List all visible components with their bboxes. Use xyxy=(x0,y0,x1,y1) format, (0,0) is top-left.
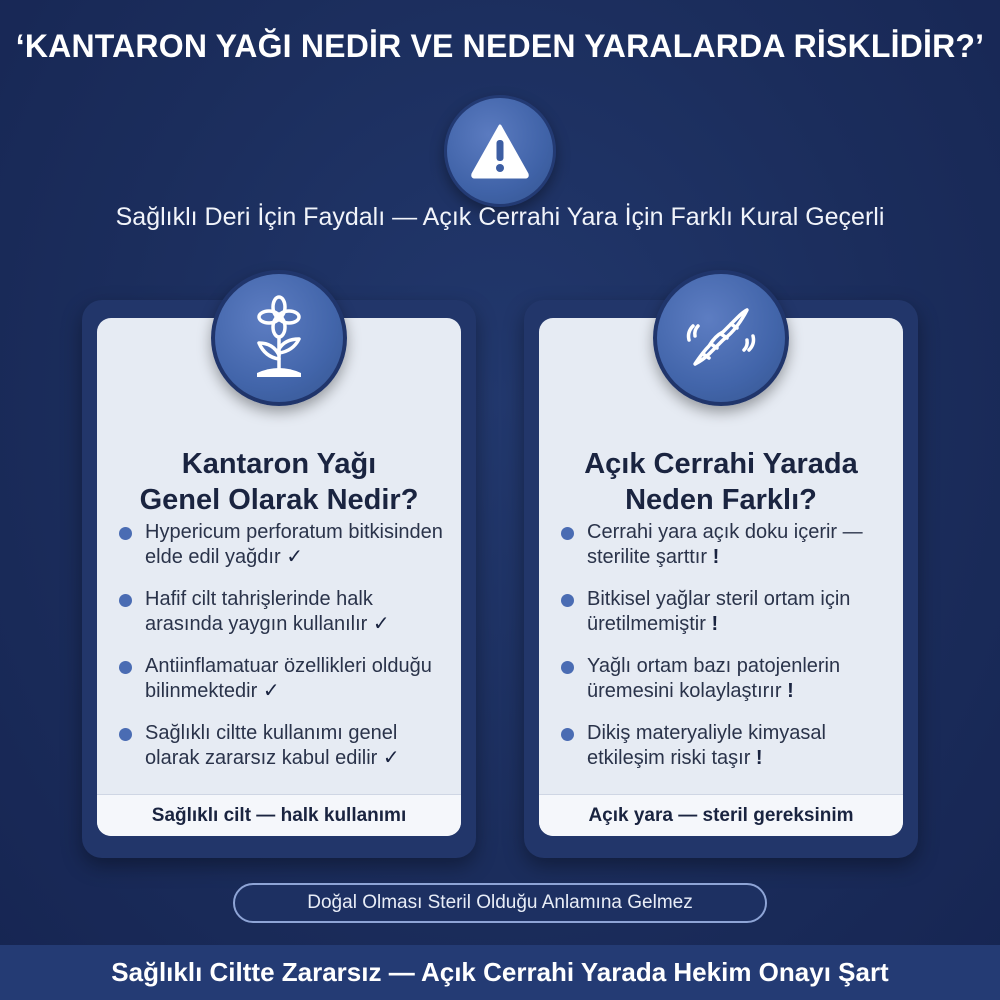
bullet-dot-icon xyxy=(119,594,132,607)
left-card-title-line2: Genel Olarak Nedir? xyxy=(139,484,419,516)
bullet-text: Dikiş materyaliyle kimyasal etkileşim riski taşır xyxy=(587,722,826,769)
exclamation-mark-icon: ! xyxy=(755,747,763,769)
list-item xyxy=(561,520,891,570)
right-card-title xyxy=(539,446,903,518)
flower-plant-icon xyxy=(239,293,319,383)
list-item xyxy=(561,587,891,637)
bullet-dot-icon xyxy=(561,728,574,741)
left-card-footer: Sağlıklı cilt — halk kullanımı xyxy=(97,794,461,836)
right-card-title-line1: Açık Cerrahi Yarada xyxy=(584,448,858,480)
note-pill: Doğal Olması Steril Olduğu Anlamına Gelmez xyxy=(233,883,767,923)
check-mark-icon: ✓ xyxy=(372,613,390,635)
check-mark-icon: ✓ xyxy=(262,680,280,702)
bullet-text: Sağlıklı ciltte kullanımı genel olarak zararsız kabul edilir xyxy=(145,722,398,769)
right-card-title-line2: Neden Farklı? xyxy=(625,484,817,516)
bullet-text: Hypericum perforatum bitkisinden elde edil yağdır xyxy=(145,521,443,568)
bullet-dot-icon xyxy=(119,661,132,674)
bottom-banner: Sağlıklı Ciltte Zararsız — Açık Cerrahi Yarada Hekim Onayı Şart xyxy=(0,945,1000,1000)
right-icon-badge xyxy=(653,270,789,406)
check-mark-icon: ✓ xyxy=(286,546,303,568)
bullet-text: Antiinflamatuar özellikleri olduğu bilinmektedir xyxy=(145,655,432,702)
warning-badge xyxy=(444,95,556,207)
bullet-dot-icon xyxy=(561,661,574,674)
bullet-dot-icon xyxy=(561,594,574,607)
list-item xyxy=(561,654,891,704)
left-card-title-line1: Kantaron Yağı xyxy=(181,448,377,480)
bullet-text: Cerrahi yara açık doku içerir — sterilite şarttır xyxy=(587,521,863,568)
bullet-text: Hafif cilt tahrişlerinde halk arasında yaygın kullanılır xyxy=(145,588,373,635)
page-subtitle: Sağlıklı Deri İçin Faydalı — Açık Cerrahi Yara İçin Farklı Kural Geçerli xyxy=(115,203,885,231)
right-bullet-list xyxy=(561,520,891,788)
bullet-dot-icon xyxy=(119,527,132,540)
exclamation-mark-icon: ! xyxy=(787,680,794,702)
left-bullet-list xyxy=(119,520,449,788)
left-icon-badge xyxy=(211,270,347,406)
list-item xyxy=(119,587,449,637)
check-mark-icon: ✓ xyxy=(382,747,400,769)
right-card-footer: Açık yara — steril gereksinim xyxy=(539,794,903,836)
list-item xyxy=(119,654,449,704)
surgical-wound-icon xyxy=(679,296,763,380)
list-item xyxy=(561,721,891,771)
exclamation-mark-icon: ! xyxy=(711,613,719,635)
bullet-dot-icon xyxy=(119,728,132,741)
list-item xyxy=(119,520,449,570)
page-title: ‘KANTARON YAĞI NEDİR VE NEDEN YARALARDA RİSKLİDİR?’ xyxy=(15,28,985,64)
list-item xyxy=(119,721,449,771)
bullet-text: Bitkisel yağlar steril ortam için üretilmemiştir xyxy=(587,588,851,635)
left-card-title xyxy=(97,446,461,518)
warning-triangle-icon xyxy=(469,122,531,180)
bullet-text: Yağlı ortam bazı patojenlerin üremesini kolaylaştırır xyxy=(587,655,841,702)
exclamation-mark-icon: ! xyxy=(712,546,720,568)
bullet-dot-icon xyxy=(561,527,574,540)
